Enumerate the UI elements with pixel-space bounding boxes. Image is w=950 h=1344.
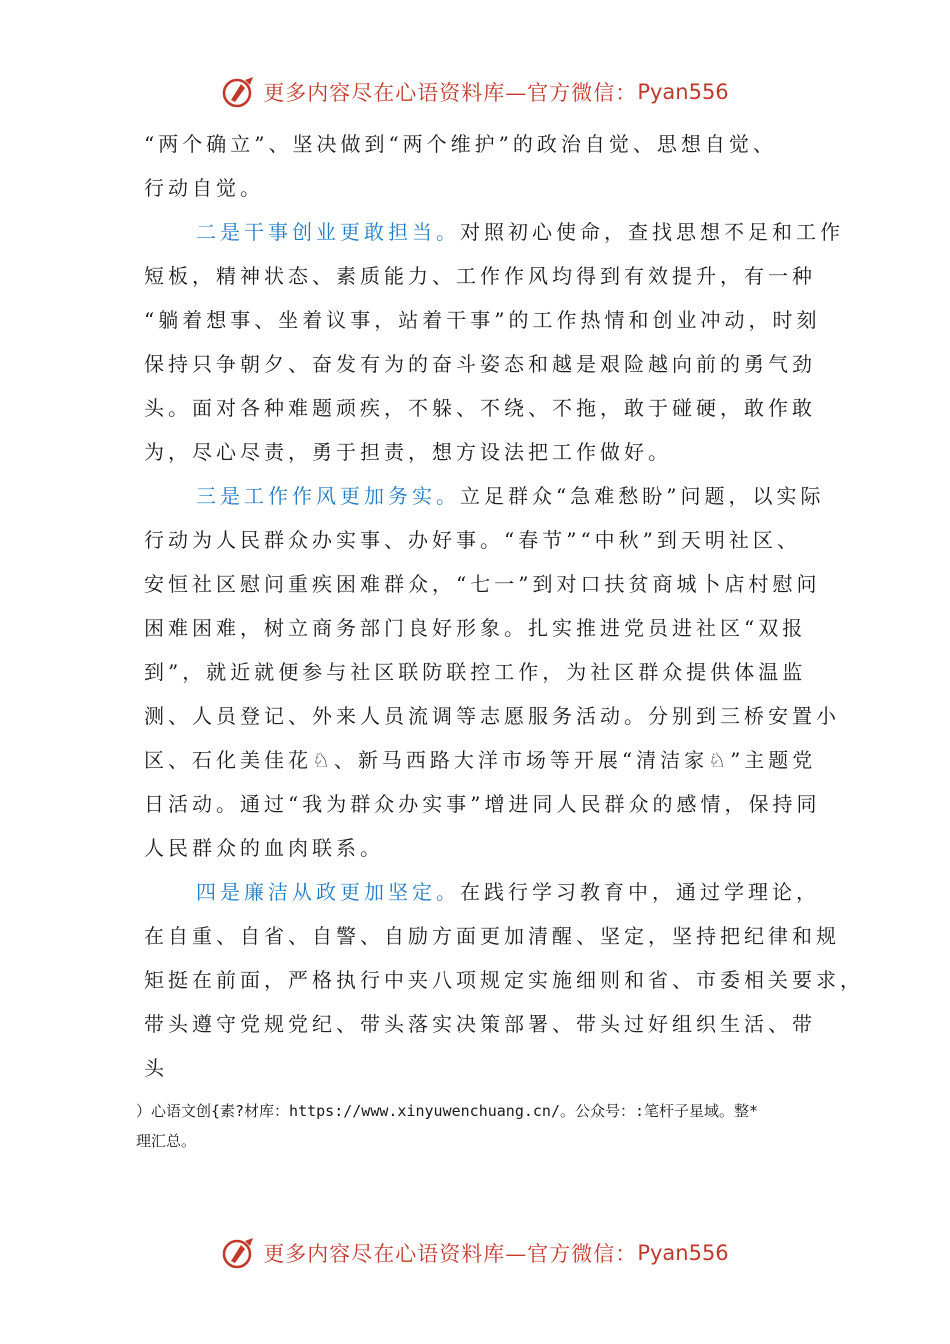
body-line: 行动为人民群众办实事、办好事。“春节”“中秋”到天明社区、 <box>144 528 801 552</box>
section-text: 在践行学习教育中，通过学理论， <box>460 880 820 904</box>
banner-text: 更多内容尽在心语资料库—官方微信： <box>263 1242 638 1266</box>
banner-wechat-id: Pyan556 <box>637 80 729 104</box>
section-text: 对照初心使命，查找思想不足和工作 <box>460 220 844 244</box>
body-line: 区、石化美佳花♘、新马西路大洋市场等开展“清洁家♘”主题党 <box>144 748 817 772</box>
body-line: 带头遵守党规党纪、带头落实决策部署、带头过好组织生活、带 <box>144 1012 816 1036</box>
section-heading: 四是廉洁从政更加坚定。 <box>196 880 460 904</box>
body-line: 人民群众的血肉联系。 <box>144 836 384 860</box>
section-heading: 三是工作作风更加务实。 <box>196 484 460 508</box>
body-line: “两个确立”、坚决做到“两个维护”的政治自觉、思想自觉、 <box>144 132 777 156</box>
section-text: 立足群众“急难愁盼”问题，以实际 <box>460 484 825 508</box>
body-line: 矩挺在前面，严格执行中夹八项规定实施细则和省、市委相关要求， <box>144 968 864 992</box>
body-line: 在自重、自省、自警、自励方面更加清醒、坚定，坚持把纪律和规 <box>144 924 840 948</box>
body-line: 为，尽心尽责，勇于担责，想方设法把工作做好。 <box>144 440 672 464</box>
body-line: 头。面对各种难题顽疾，不躲、不绕、不拖，敢于碰硬，敢作敢 <box>144 396 816 420</box>
section-heading: 二是干事创业更敢担当。 <box>196 220 460 244</box>
brand-logo-icon <box>221 1235 257 1271</box>
banner-text: 更多内容尽在心语资料库—官方微信： <box>263 81 638 105</box>
body-line: 到”，就近就便参与社区联防联控工作，为社区群众提供体温监 <box>144 660 807 684</box>
body-line: 日活动。通过“我为群众办实事”增进同人民群众的感情，保持同 <box>144 792 821 816</box>
body-line: 保持只争朝夕、奋发有为的奋斗姿态和越是艰险越向前的勇气劲 <box>144 352 816 376</box>
header-banner <box>0 72 950 112</box>
footnote <box>136 1096 826 1156</box>
body-line: 困难困难，树立商务部门良好形象。扎实推进党员进社区“双报 <box>144 616 807 640</box>
body-line: 测、人员登记、外来人员流调等志愿服务活动。分别到三桥安置小 <box>144 704 840 728</box>
section-heading-line <box>144 870 820 914</box>
body-line: 头 <box>144 1056 168 1080</box>
footnote-line: ）心语文创{素?材库：https://www.xinyuwenchuang.cn/。公众号：:笔杆子星域。整* <box>136 1102 759 1120</box>
body-line: 安恒社区慰问重疾困难群众，“七一”到对口扶贫商城卜店村慰问 <box>144 572 821 596</box>
body-line: 短板，精神状态、素质能力、工作作风均得到有效提升，有一种 <box>144 264 816 288</box>
document-body <box>144 122 864 1090</box>
section-heading-line <box>144 210 844 254</box>
footnote-line: 理汇总。 <box>136 1132 197 1150</box>
banner-wechat-id: Pyan556 <box>637 1241 729 1265</box>
body-line: 行动自觉。 <box>144 176 264 200</box>
footer-banner <box>0 1233 950 1273</box>
brand-logo-icon <box>221 74 257 110</box>
body-line: “躺着想事、坐着议事，站着干事”的工作热情和创业冲动，时刻 <box>144 308 821 332</box>
section-heading-line <box>144 474 825 518</box>
